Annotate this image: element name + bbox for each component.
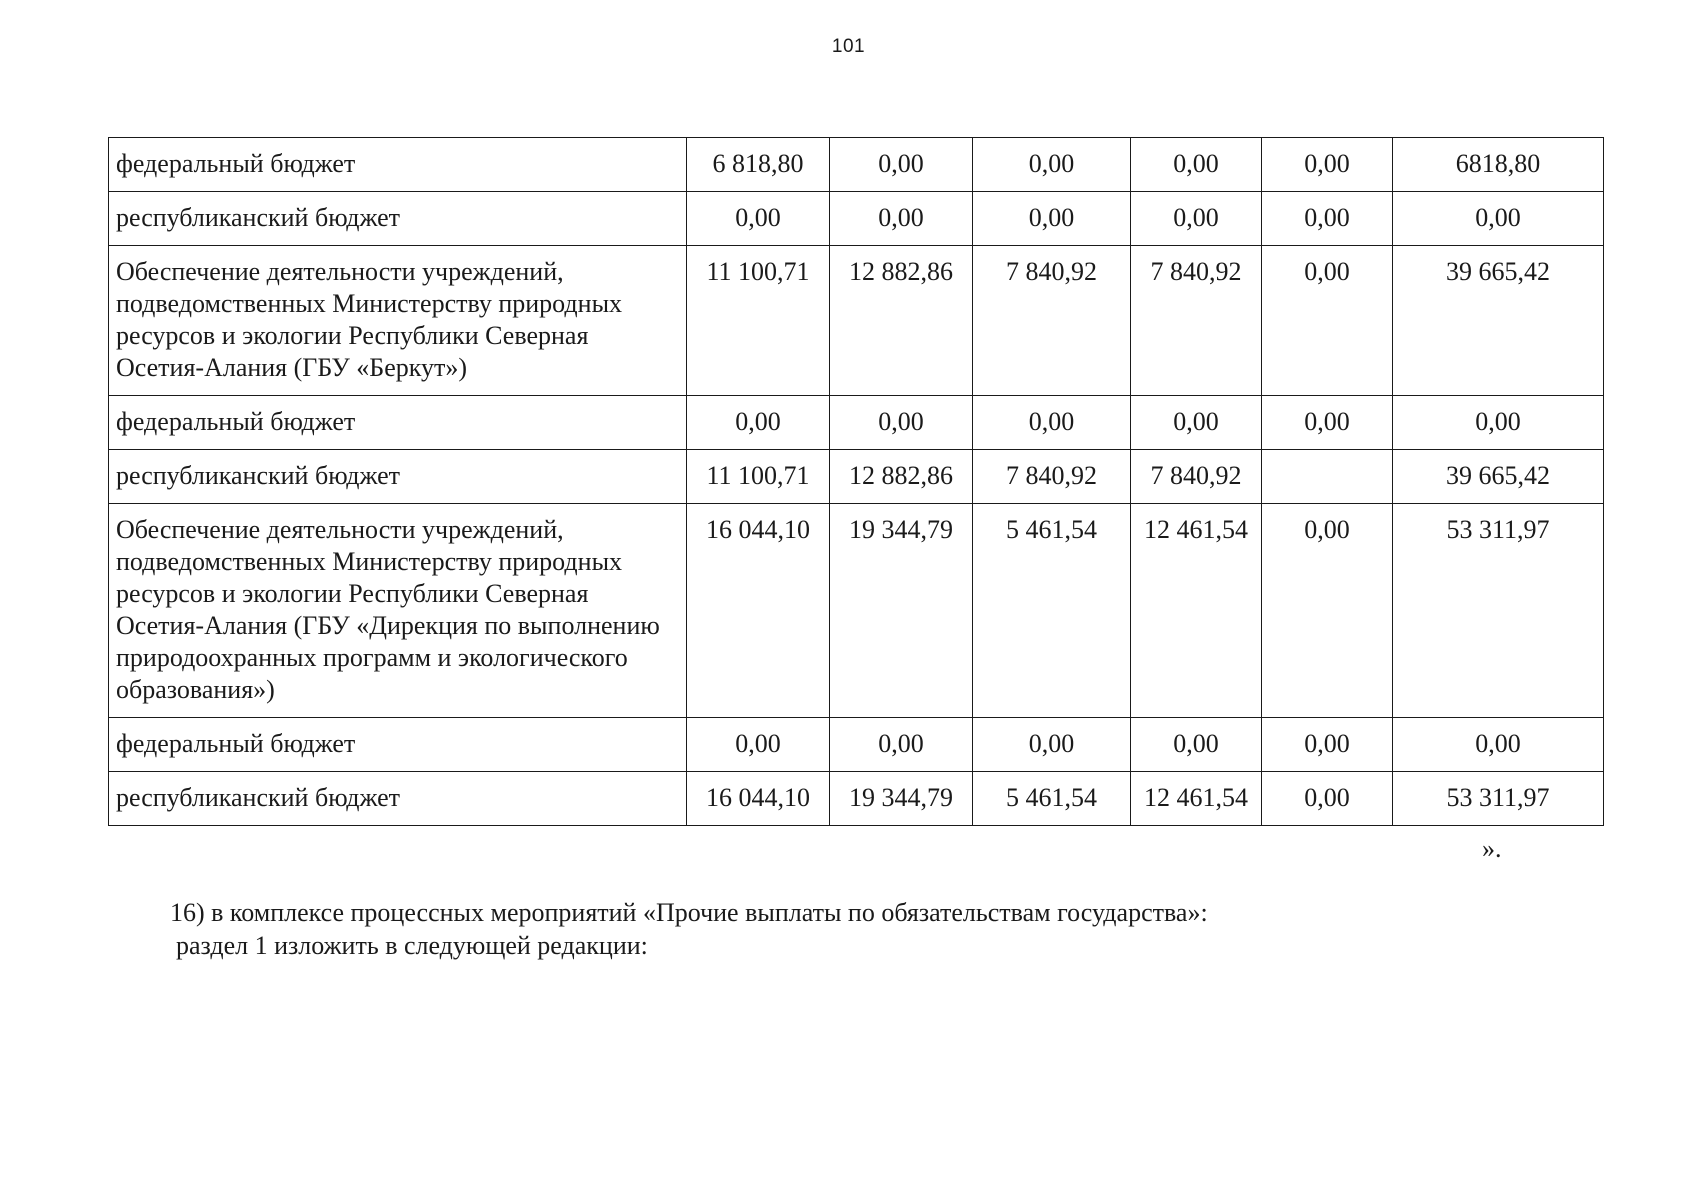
value-cell: 12 461,54 [1131,772,1262,826]
total-cell: 53 311,97 [1393,504,1604,718]
table-row [109,396,1604,450]
table-row [109,192,1604,246]
amendment-instruction: раздел 1 изложить в следующей редакции: [176,931,648,960]
value-cell: 16 044,10 [687,504,830,718]
value-cell: 12 882,86 [830,246,973,396]
value-cell: 7 840,92 [1131,246,1262,396]
value-cell: 0,00 [687,192,830,246]
row-label: федеральный бюджет [109,396,687,450]
row-label: республиканский бюджет [109,192,687,246]
value-cell: 7 840,92 [1131,450,1262,504]
value-cell: 6 818,80 [687,138,830,192]
value-cell: 0,00 [1131,396,1262,450]
value-cell: 7 840,92 [973,246,1131,396]
row-label: федеральный бюджет [109,138,687,192]
value-cell: 19 344,79 [830,772,973,826]
value-cell: 0,00 [1262,138,1393,192]
value-cell: 0,00 [1262,772,1393,826]
value-cell: 16 044,10 [687,772,830,826]
value-cell: 0,00 [830,192,973,246]
value-cell: 0,00 [973,138,1131,192]
row-label: федеральный бюджет [109,718,687,772]
total-cell: 53 311,97 [1393,772,1604,826]
value-cell: 11 100,71 [687,246,830,396]
closing-quote-mark: ». [1482,834,1502,863]
table-row [109,772,1604,826]
total-cell: 0,00 [1393,718,1604,772]
value-cell: 0,00 [973,396,1131,450]
value-cell: 12 882,86 [830,450,973,504]
value-cell: 0,00 [1131,138,1262,192]
total-cell: 39 665,42 [1393,246,1604,396]
value-cell: 5 461,54 [973,772,1131,826]
table-row [109,246,1604,396]
table-row [109,718,1604,772]
value-cell: 0,00 [830,396,973,450]
value-cell: 0,00 [973,718,1131,772]
value-cell: 0,00 [830,138,973,192]
total-cell: 0,00 [1393,396,1604,450]
value-cell [1262,450,1393,504]
amendment-paragraph: 16) в комплексе процессных мероприятий «Прочие выплаты по обязательствам государства»: [170,898,1208,927]
value-cell: 11 100,71 [687,450,830,504]
value-cell: 0,00 [1262,246,1393,396]
value-cell: 0,00 [1262,504,1393,718]
value-cell: 0,00 [1262,396,1393,450]
value-cell: 0,00 [830,718,973,772]
value-cell: 0,00 [1131,192,1262,246]
value-cell: 7 840,92 [973,450,1131,504]
value-cell: 0,00 [1262,192,1393,246]
table-row [109,450,1604,504]
value-cell: 0,00 [687,396,830,450]
table-row [109,138,1604,192]
row-label: республиканский бюджет [109,450,687,504]
row-label: Обеспечение деятельности учреждений, подведомственных Министерству природных ресурсов и экологии Республики Северная Осетия-Алания (ГБУ «Дирекция по выполнению природоохранных программ и экологического образования») [109,504,687,718]
value-cell: 0,00 [687,718,830,772]
table-row [109,504,1604,718]
value-cell: 0,00 [1131,718,1262,772]
total-cell: 0,00 [1393,192,1604,246]
value-cell: 12 461,54 [1131,504,1262,718]
page-number: 101 [831,36,866,57]
total-cell: 6818,80 [1393,138,1604,192]
value-cell: 0,00 [973,192,1131,246]
budget-table [108,137,1604,826]
value-cell: 19 344,79 [830,504,973,718]
row-label: республиканский бюджет [109,772,687,826]
row-label: Обеспечение деятельности учреждений, подведомственных Министерству природных ресурсов и экологии Республики Северная Осетия-Алания (ГБУ «Беркут») [109,246,687,396]
value-cell: 0,00 [1262,718,1393,772]
total-cell: 39 665,42 [1393,450,1604,504]
value-cell: 5 461,54 [973,504,1131,718]
